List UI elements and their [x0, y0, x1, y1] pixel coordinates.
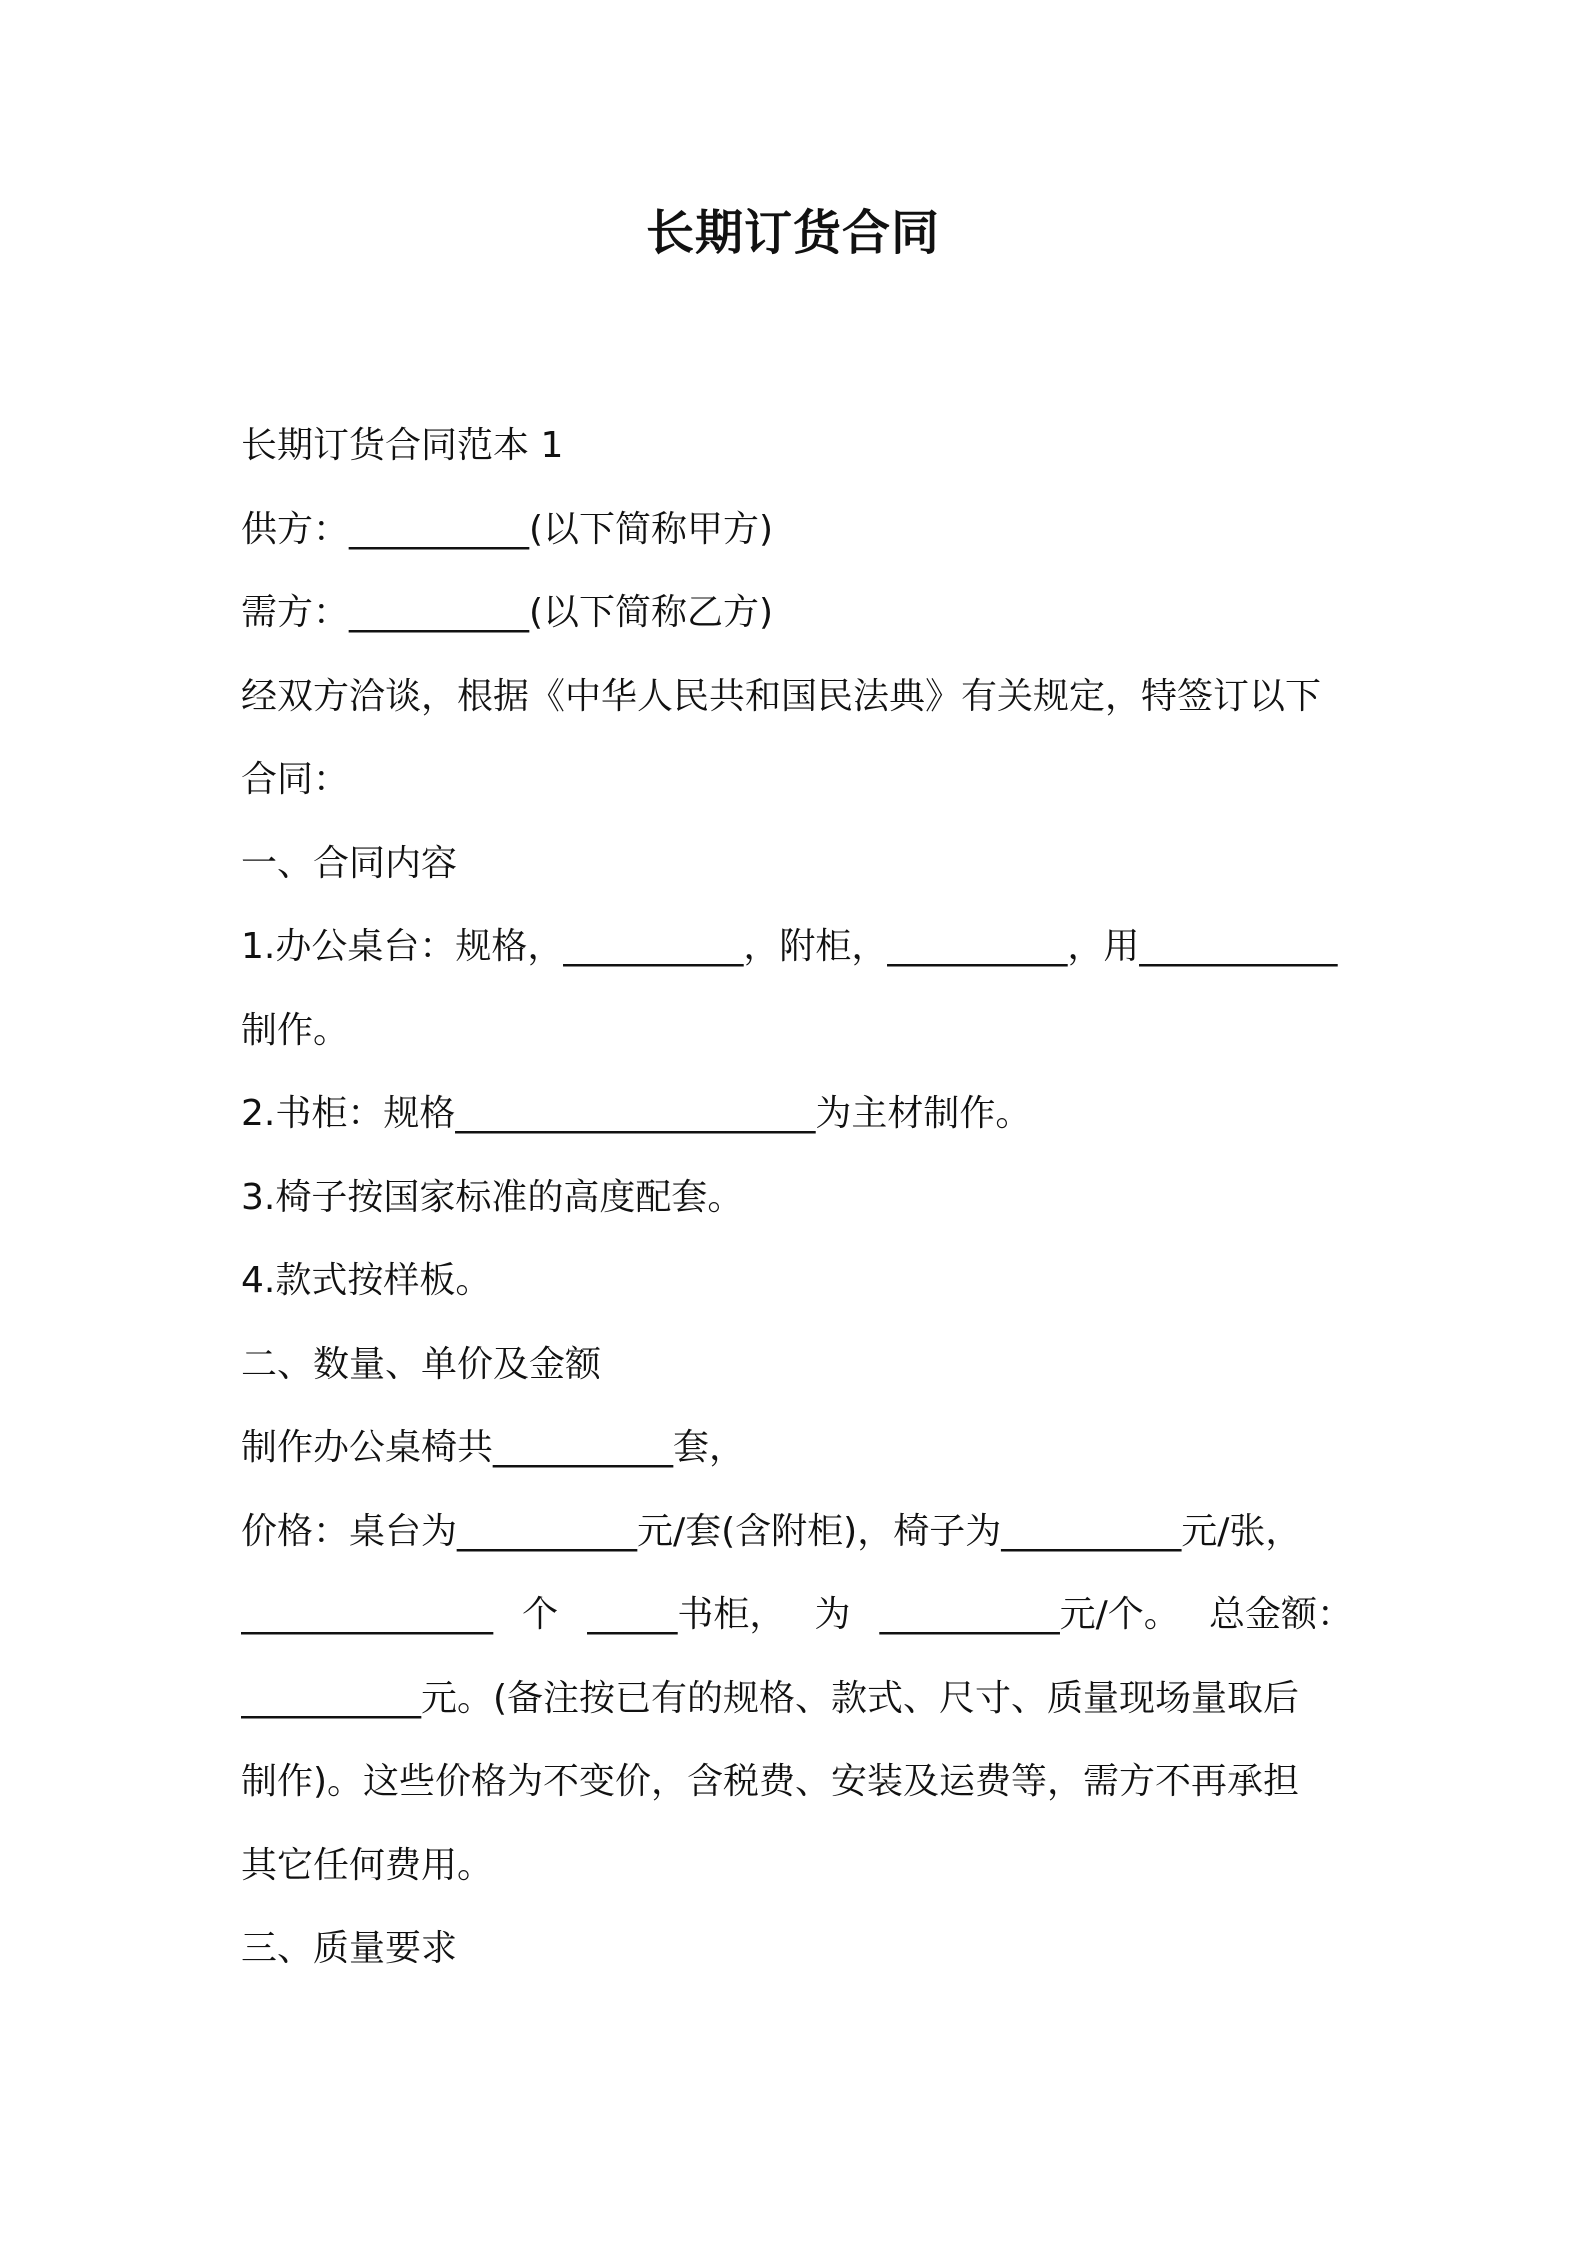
- text-segment: __________元/个。: [879, 1594, 1180, 1635]
- text-segment: 为: [814, 1594, 851, 1635]
- buyer-line: 需方：__________(以下简称乙方): [241, 592, 774, 633]
- paragraph-line: 制作)。这些价格为不变价，含税费、安装及运费等，需方不再承担: [241, 1761, 1300, 1802]
- paragraph-line: __________元。(备注按已有的规格、款式、尺寸、质量现场量取后: [241, 1677, 1300, 1719]
- paragraph-line: 制作办公桌椅共__________套，: [241, 1427, 746, 1468]
- paragraph-line: 3.椅子按国家标准的高度配套。: [241, 1176, 744, 1218]
- justified-paragraph-line: [241, 1573, 1353, 1657]
- section-heading: 长期订货合同范本 1: [241, 425, 564, 466]
- section-heading: 二、数量、单价及金额: [241, 1343, 602, 1385]
- paragraph-line: 2.书柜：规格____________________为主材制作。: [241, 1093, 1032, 1134]
- paragraph-line: 价格：桌台为__________元/套(含附柜)，椅子为__________元/张，: [241, 1510, 1302, 1552]
- paragraph-line: 4.款式按样板。: [241, 1260, 492, 1301]
- section-heading: 一、合同内容: [241, 842, 458, 884]
- text-segment: ______________: [241, 1594, 493, 1635]
- document-title: 长期订货合同: [645, 205, 940, 261]
- supplier-line: 供方：__________(以下简称甲方): [241, 508, 774, 550]
- paragraph-line: 1.办公桌台：规格，__________，附柜，__________，用___________: [241, 926, 1338, 967]
- paragraph-line: 制作。: [241, 1009, 350, 1051]
- section-heading: 三、质量要求: [241, 1928, 458, 1969]
- paragraph-line: 其它任何费用。: [241, 1844, 494, 1886]
- paragraph-line: 经双方洽谈，根据《中华人民共和国民法典》有关规定，特签订以下: [241, 675, 1322, 717]
- text-segment: 个: [522, 1594, 559, 1635]
- paragraph-line: 合同：: [241, 759, 350, 800]
- document-body: [241, 404, 1353, 1991]
- text-segment: 总金额：: [1208, 1594, 1353, 1635]
- text-segment: _____书柜，: [587, 1594, 786, 1635]
